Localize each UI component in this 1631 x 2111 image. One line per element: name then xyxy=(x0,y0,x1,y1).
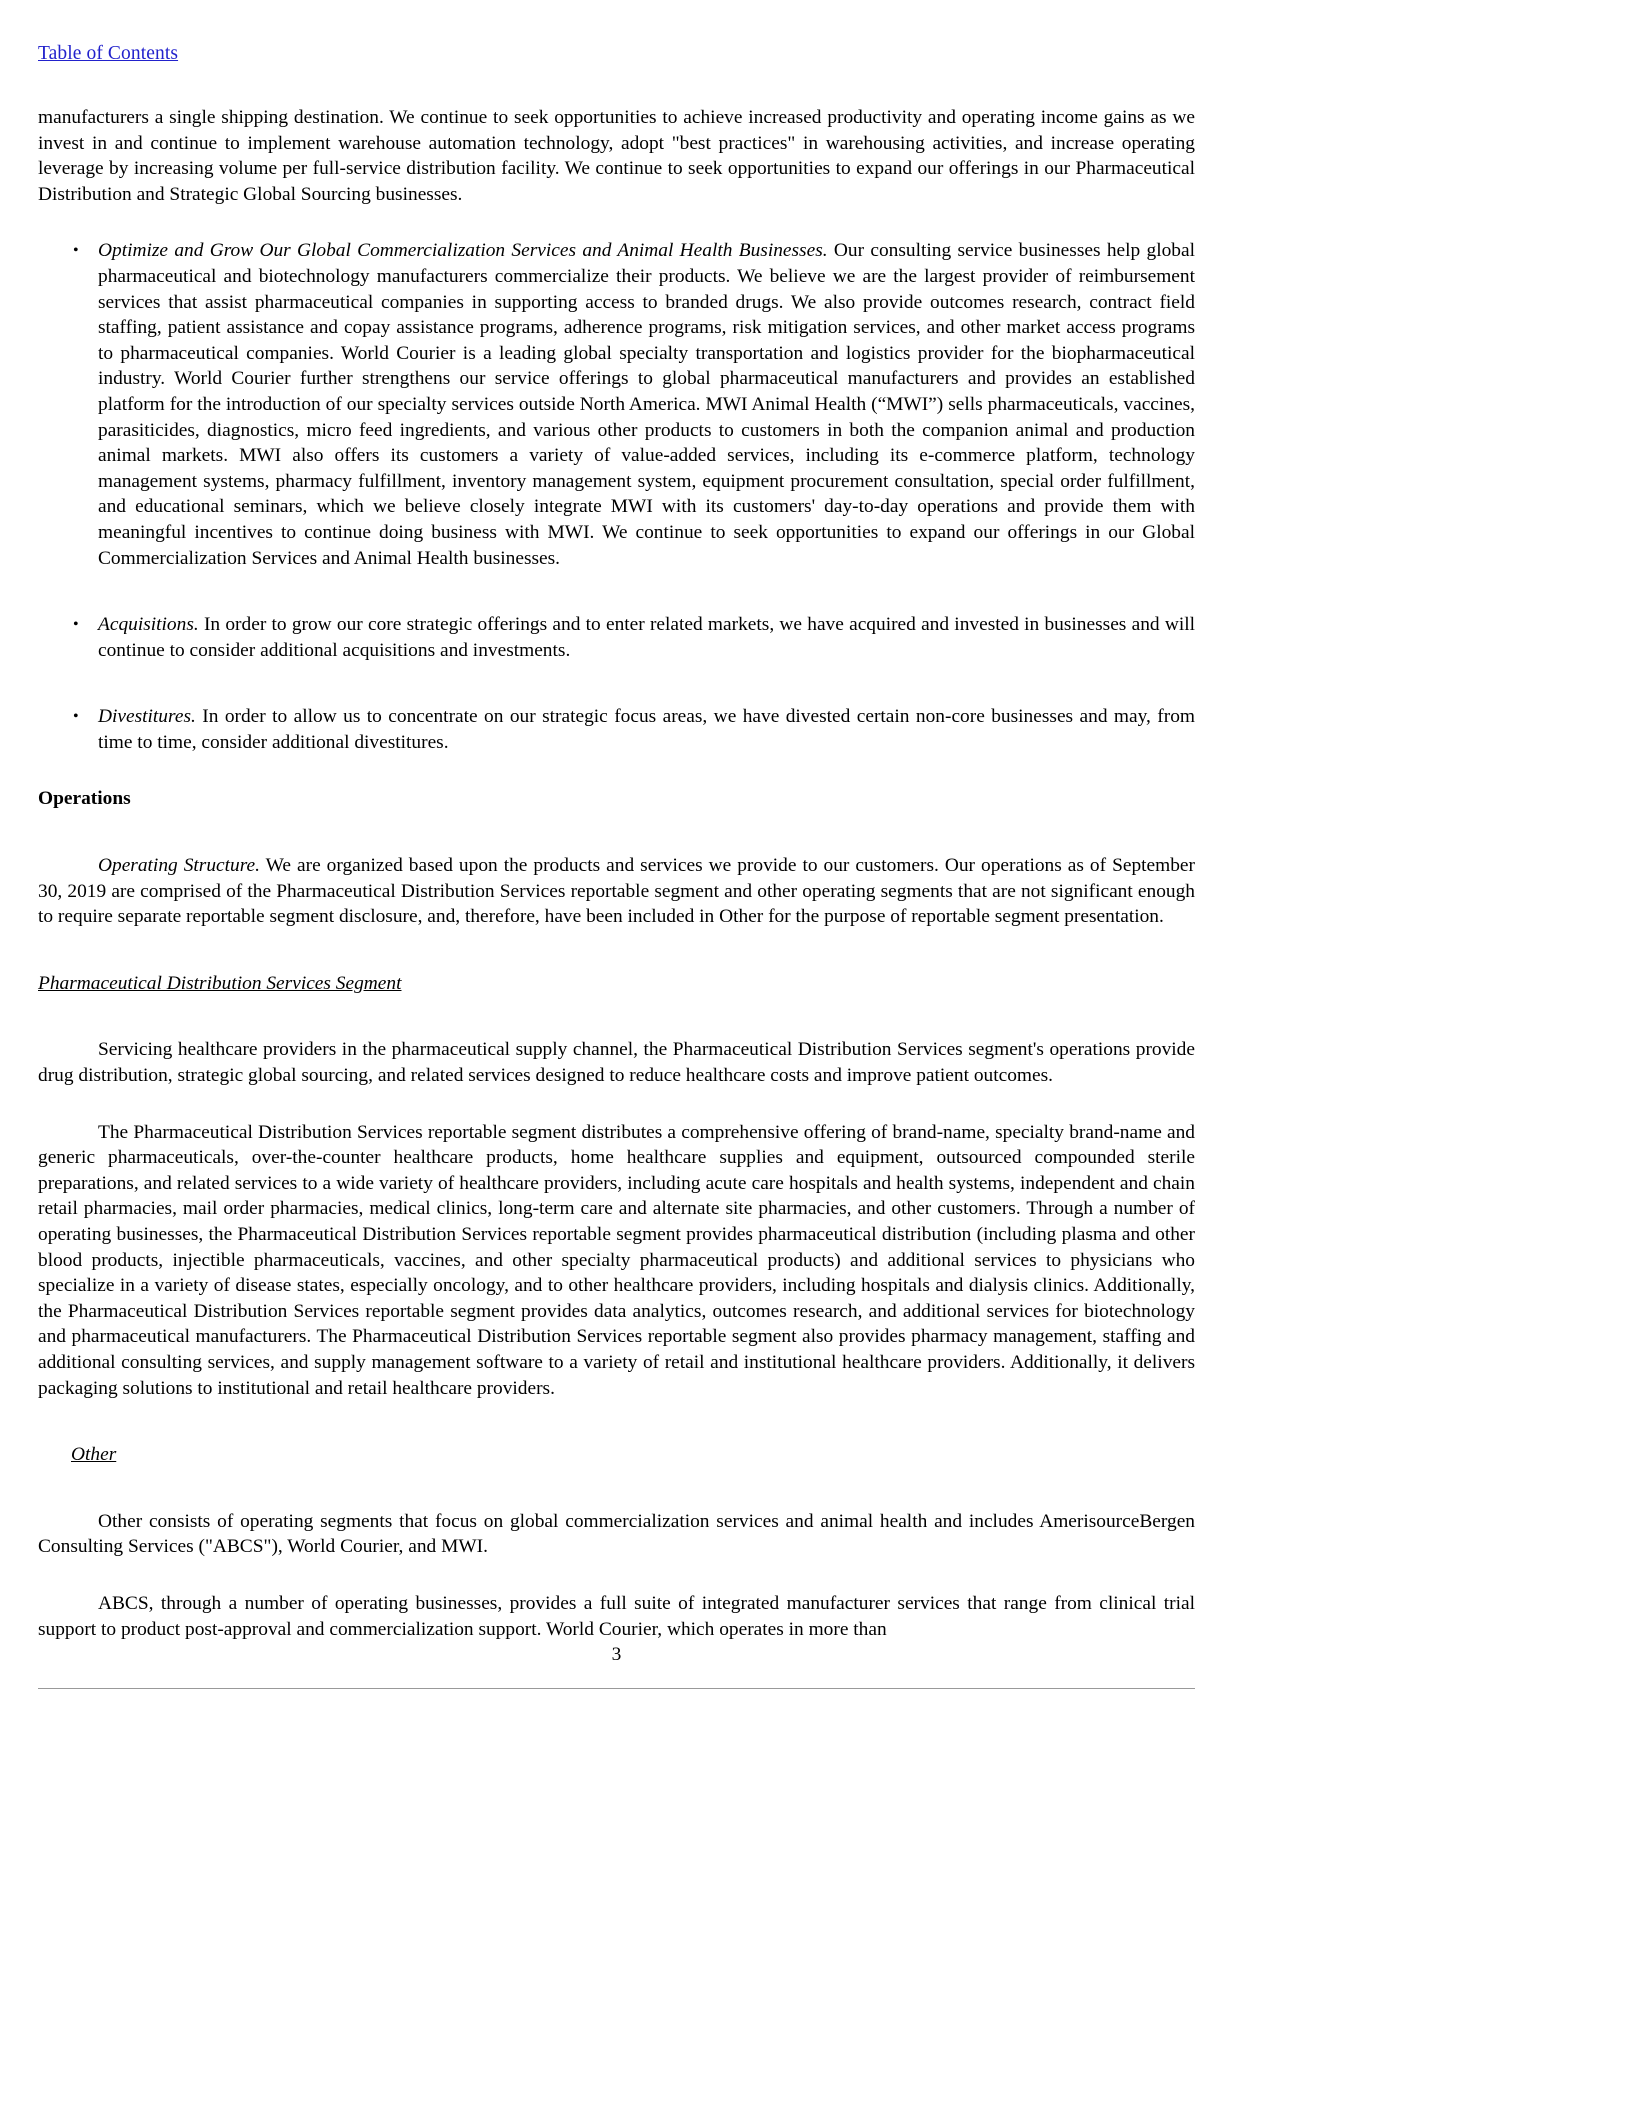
bullet-lead-italic: Optimize and Grow Our Global Commercialization Services and Animal Health Businesses. xyxy=(98,240,828,262)
footer-divider xyxy=(38,1688,1195,1689)
bullet-body: In order to grow our core strategic offerings and to enter related markets, we have acquired and invested in businesses and will continue to consider additional acquisitions and investments. xyxy=(98,614,1195,661)
spacer xyxy=(38,663,1195,704)
heading-operations: Operations xyxy=(38,788,131,810)
bullet-lead-italic: Divestitures. xyxy=(98,706,196,728)
document-body xyxy=(38,105,1195,1642)
paragraph-body: We are organized based upon the products and services we provide to our customers. Our operations as of September 30, 2019 are comprised of the Pharmaceutical Distribution Services reportable segment and other operating segments that are not significant enough to require separate reportable segment disclosure, and, therefore, have been included in Other for the purpose of reportable segment presentation. xyxy=(38,855,1196,928)
page-number: 3 xyxy=(611,1644,622,1665)
bullet-lead-italic: Acquisitions. xyxy=(98,614,199,636)
paragraph-lead-italic: Operating Structure. xyxy=(98,855,261,877)
bullet-marker-icon: • xyxy=(73,616,79,634)
bullet-text xyxy=(98,612,1195,663)
spacer xyxy=(38,930,1195,971)
spacer xyxy=(38,571,1195,612)
paragraph-operating-structure xyxy=(38,853,1195,930)
bullet-item-divestitures xyxy=(38,704,1195,755)
spacer xyxy=(38,207,1195,238)
heading-other: Other xyxy=(71,1444,117,1466)
table-of-contents-link[interactable]: Table of Contents xyxy=(38,43,179,64)
heading-pharmaceutical-distribution-services-segment: Pharmaceutical Distribution Services Segment xyxy=(38,972,402,994)
spacer xyxy=(38,755,1195,786)
bullet-marker-icon: • xyxy=(73,708,79,726)
bullet-text xyxy=(98,238,1195,571)
paragraph-continuation: manufacturers a single shipping destination. We continue to seek opportunities to achieve increased productivity and operating income gains as we invest in and continue to implement warehouse automation technology, adopt "best practices" in warehousing activities, and increase operating leverage by increasing volume per full-service distribution facility. We continue to seek opportunities to expand our offerings in our Pharmaceutical Distribution and Strategic Global Sourcing businesses. xyxy=(38,107,1195,205)
spacer xyxy=(38,1560,1195,1591)
spacer xyxy=(38,996,1195,1037)
spacer xyxy=(38,1401,1195,1442)
bullet-text xyxy=(98,704,1195,755)
paragraph-pds-2: The Pharmaceutical Distribution Services reportable segment distributes a comprehensive offering of brand-name, specialty brand-name and generic pharmaceuticals, over-the-counter healthcare products, home healthcare supplies and equipment, outsourced compounded sterile preparations, and related services to a wide variety of healthcare providers, including acute care hospitals and health systems, independent and chain retail pharmacies, mail order pharmacies, medical clinics, long-term care and alternate site pharmacies, and other customers. Through a number of operating businesses, the Pharmaceutical Distribution Services reportable segment provides pharmaceutical distribution (including plasma and other blood products, injectible pharmaceuticals, vaccines, and other specialty pharmaceutical products) and additional services to physicians who specialize in a variety of disease states, especially oncology, and to other healthcare providers, including hospitals and dialysis clinics. Additionally, the Pharmaceutical Distribution Services reportable segment provides data analytics, outcomes research, and additional services for biotechnology and pharmaceutical manufacturers. The Pharmaceutical Distribution Services reportable segment also provides pharmacy management, staffing and additional consulting services, and supply management software to a variety of retail and institutional healthcare providers. Additionally, it delivers packaging solutions to institutional and retail healthcare providers. xyxy=(38,1121,1195,1399)
paragraph-other-2: ABCS, through a number of operating businesses, provides a full suite of integrated manufacturer services that range from clinical trial support to product post-approval and commercialization support. World Courier, which operates in more than xyxy=(38,1592,1195,1640)
spacer xyxy=(38,812,1195,853)
spacer xyxy=(38,1089,1195,1120)
bullet-body: In order to allow us to concentrate on our strategic focus areas, we have divested certain non-core businesses and may, from time to time, consider additional divestitures. xyxy=(98,706,1195,753)
bullet-marker-icon: • xyxy=(73,242,79,260)
bullet-body: Our consulting service businesses help global pharmaceutical and biotechnology manufacturers commercialize their products. We believe we are the largest provider of reimbursement services that assist pharmaceutical companies in supporting access to branded drugs. We also provide outcomes research, contract field staffing, patient assistance and copay assistance programs, adherence programs, risk mitigation services, and other market access programs to pharmaceutical companies. World Courier is a leading global specialty transportation and logistics provider for the biopharmaceutical industry. World Courier further strengthens our service offerings to global pharmaceutical manufacturers and provides an established platform for the introduction of our specialty services outside North America. MWI Animal Health (“MWI”) sells pharmaceuticals, vaccines, parasiticides, diagnostics, micro feed ingredients, and various other products to customers in both the companion animal and production animal markets. MWI also offers its customers a variety of value-added services, including its e-commerce platform, technology management systems, pharmacy fulfillment, inventory management system, equipment procurement consultation, special order fulfillment, and educational seminars, which we believe closely integrate MWI with its customers' day-to-day operations and provide them with meaningful incentives to continue doing business with MWI. We continue to seek opportunities to expand our offerings in our Global Commercialization Services and Animal Health businesses. xyxy=(98,240,1195,569)
paragraph-other-1: Other consists of operating segments that focus on global commercialization services and animal health and includes AmerisourceBergen Consulting Services ("ABCS"), World Courier, and MWI. xyxy=(38,1510,1195,1558)
bullet-item-acquisitions xyxy=(38,612,1195,663)
bullet-item-optimize-grow xyxy=(38,238,1195,571)
paragraph-pds-1: Servicing healthcare providers in the pharmaceutical supply channel, the Pharmaceutical Distribution Services segment's operations provide drug distribution, strategic global sourcing, and related services designed to reduce healthcare costs and improve patient outcomes. xyxy=(38,1039,1195,1087)
spacer xyxy=(38,1468,1195,1509)
